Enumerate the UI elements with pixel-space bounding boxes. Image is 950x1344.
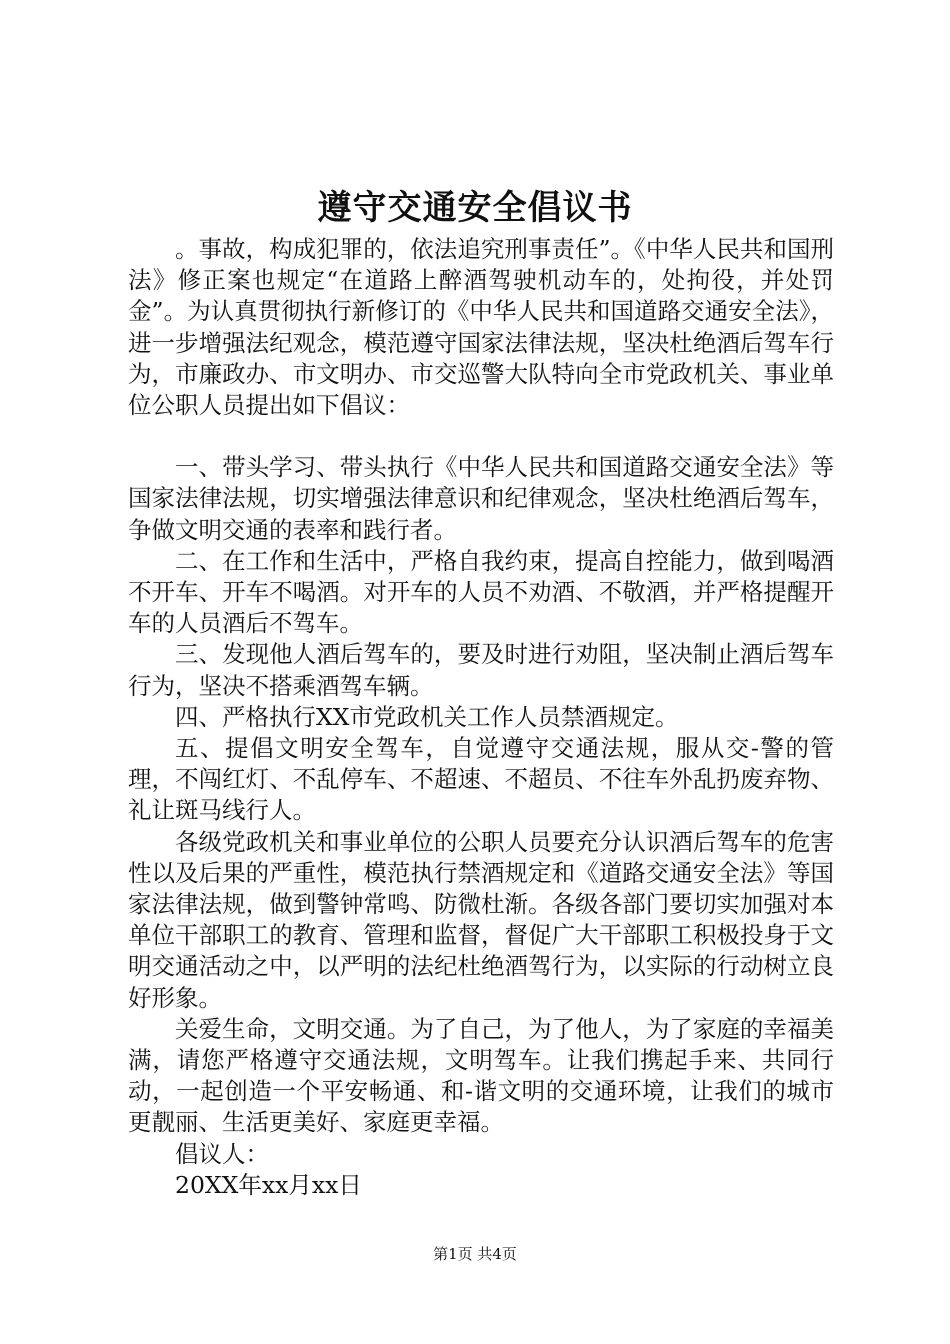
proposal-item-1: 一、带头学习、带头执行《中华人民共和国道路交通安全法》等国家法律法规，切实增强法律意识和纪律观念，坚决杜绝酒后驾车，争做文明交通的表率和践行者。 [128,453,834,544]
document-date: 20XX年xx月xx日 [175,1170,362,1199]
proposal-item-3: 三、发现他人酒后驾车的，要及时进行劝阻，坚决制止酒后驾车行为，坚决不搭乘酒驾车辆。 [128,640,834,700]
closing-paragraph: 关爱生命，文明交通。为了自己，为了他人，为了家庭的幸福美满，请您严格遵守交通法规，文明驾车。让我们携起手来、共同行动，一起创造一个平安畅通、和-谐文明的交通环境，让我们的城市更靓丽、生活更美好、家庭更幸福。 [128,1014,834,1137]
summary-paragraph: 各级党政机关和事业单位的公职人员要充分认识酒后驾车的危害性以及后果的严重性，模范执行禁酒规定和《道路交通安全法》等国家法律法规，做到警钟常鸣、防微杜渐。各级各部门要切实加强对本单位干部职工的教育、管理和监督，督促广大干部职工积极投身于文明交通活动之中，以严明的法纪杜绝酒驾行为，以实际的行动树立良好形象。 [128,827,834,1012]
proposal-item-5: 五、提倡文明安全驾车，自觉遵守交通法规，服从交-警的管理，不闯红灯、不乱停车、不超速、不超员、不往车外乱扔废弃物、礼让斑马线行人。 [128,734,834,825]
intro-paragraph: 。事故，构成犯罪的，依法追究刑事责任”。《中华人民共和国刑法》修正案也规定“在道路上醉酒驾驶机动车的，处拘役，并处罚金”。为认真贯彻执行新修订的《中华人民共和国道路交通安全法》，进一步增强法纪观念，模范遵守国家法律法规，坚决杜绝酒后驾车行为，市廉政办、市文明办、市交巡警大队特向全市党政机关、事业单位公职人员提出如下倡议： [128,235,834,420]
proposal-item-4: 四、严格执行XX市党政机关工作人员禁酒规定。 [175,702,679,731]
signatory-label: 倡议人： [175,1139,269,1168]
proposal-item-2: 二、在工作和生活中，严格自我约束，提高自控能力，做到喝酒不开车、开车不喝酒。对开车的人员不劝酒、不敬酒，并严格提醒开车的人员酒后不驾车。 [128,546,834,638]
document-body [128,234,834,1201]
document-title: 遵守交通安全倡议书 [317,188,633,228]
page-footer: 第1页 共4页 [433,1245,517,1263]
